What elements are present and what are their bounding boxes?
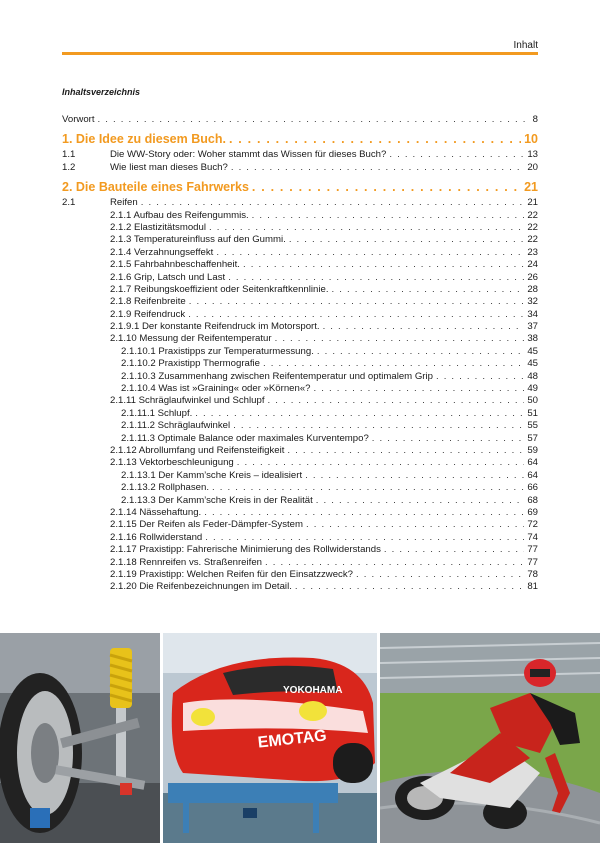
toc-leader-dots <box>372 433 525 445</box>
toc-title: 2.1.2 Elastizitätsmodul <box>110 221 206 233</box>
toc-page-number: 81 <box>527 581 538 593</box>
toc-leader-dots <box>229 130 521 149</box>
toc-row <box>62 519 538 531</box>
toc-page-number: 77 <box>527 544 538 556</box>
toc-page-number: 64 <box>527 457 538 469</box>
toc-title: 2.1.16 Rollwiderstand <box>110 531 203 543</box>
toc-title: 2.1.5 Fahrbahnbeschaffenheit. <box>110 259 240 271</box>
toc-page-number: 23 <box>527 246 538 258</box>
toc-row <box>62 445 538 457</box>
toc-title: 2.1.13.1 Der Kamm’sche Kreis – idealisiert <box>121 469 303 481</box>
toc-leader-dots <box>216 247 524 259</box>
toc-row <box>62 395 538 407</box>
toc-leader-dots <box>228 272 524 284</box>
toc-title: 2.1.9.1 Der konstante Reifendruck im Motorsport. <box>110 321 320 333</box>
toc-leader-dots <box>389 149 524 161</box>
race-car-photo <box>163 633 377 843</box>
toc-row <box>62 272 538 284</box>
toc-title: 2.1.11.1 Schlupf. <box>121 407 193 419</box>
toc-title: 2.1.10 Messung der Reifentemperatur <box>110 333 272 345</box>
toc-row <box>62 544 538 556</box>
toc-title: Die WW-Story oder: Woher stammt das Wissen für dieses Buch? <box>110 149 387 161</box>
toc-page-number: 45 <box>527 358 538 370</box>
toc-page-number: 59 <box>527 444 538 456</box>
toc-row <box>62 222 538 234</box>
toc-row <box>62 296 538 308</box>
toc-title: 1. Die Idee zu diesem Buch. <box>62 132 226 147</box>
toc-page-number: 77 <box>527 556 538 568</box>
toc-leader-dots <box>332 284 525 296</box>
toc-row <box>62 420 538 432</box>
toc-page-number: 50 <box>527 395 538 407</box>
toc-title: 2.1.10.1 Praxistipps zur Temperaturmessung. <box>121 345 314 357</box>
toc-page-number: 66 <box>527 482 538 494</box>
toc-page-number: 57 <box>527 432 538 444</box>
toc-row <box>62 495 538 507</box>
toc-page-number: 37 <box>527 321 538 333</box>
toc-page-number: 22 <box>527 209 538 221</box>
toc-title: 2.1.20 Die Reifenbezeichnungen im Detail. <box>110 581 292 593</box>
toc-leader-dots <box>287 445 524 457</box>
toc-leader-dots <box>141 197 525 209</box>
toc-row <box>62 507 538 519</box>
toc-title: 2.1.1 Aufbau des Reifengummis. <box>110 209 249 221</box>
toc-title: 2.1.13.2 Rollphasen. <box>121 482 210 494</box>
emotag-logo: EMOTAG <box>256 727 328 752</box>
toc-leader-dots <box>265 557 524 569</box>
toc-heading: Inhaltsverzeichnis <box>62 87 141 97</box>
toc-page-number: 10 <box>524 132 538 147</box>
toc-page-number: 34 <box>527 308 538 320</box>
toc-row <box>62 309 538 321</box>
toc-page-number: 8 <box>532 114 538 125</box>
toc-leader-dots <box>231 162 524 174</box>
toc-page-number: 48 <box>527 370 538 382</box>
toc-leader-dots <box>188 309 524 321</box>
toc-page-number: 49 <box>527 383 538 395</box>
toc-number: 1.1 <box>62 149 76 161</box>
toc-row <box>62 383 538 395</box>
toc-leader-dots <box>275 333 525 345</box>
header-rule <box>62 52 538 55</box>
toc-leader-dots <box>323 321 525 333</box>
toc-leader-dots <box>252 178 521 197</box>
toc-leader-dots <box>317 346 524 358</box>
toc-row <box>62 114 538 126</box>
toc-row <box>62 149 538 161</box>
toc-page-number: 20 <box>527 161 538 173</box>
toc-number: 2.1 <box>62 197 76 209</box>
photo-strip <box>0 633 600 843</box>
toc-title: Vorwort <box>62 114 95 125</box>
toc-title: 2.1.12 Abrollumfang und Reifensteifigkeit <box>110 444 285 456</box>
toc-row <box>62 532 538 544</box>
toc-title: 2.1.4 Verzahnungseffekt <box>110 246 214 258</box>
toc-title: 2.1.18 Rennreifen vs. Straßenreifen <box>110 556 262 568</box>
toc-leader-dots <box>209 222 524 234</box>
toc-title: Reifen <box>110 197 138 209</box>
toc-row <box>62 457 538 469</box>
toc-row <box>62 333 538 345</box>
toc-leader-dots <box>237 457 525 469</box>
toc-leader-dots <box>195 408 524 420</box>
toc-title: 2.1.10.3 Zusammenhang zwischen Reifentemperatur und optimalem Grip <box>121 370 433 382</box>
toc-row <box>62 197 538 209</box>
toc-leader-dots <box>384 544 524 556</box>
toc-row <box>62 284 538 296</box>
toc-leader-dots <box>212 482 524 494</box>
motorcycle-photo <box>380 633 600 843</box>
toc-title: 2.1.8 Reifenbreite <box>110 296 186 308</box>
toc-page-number: 28 <box>527 283 538 295</box>
toc-row <box>62 433 538 445</box>
toc-page-number: 22 <box>527 234 538 246</box>
toc-page-number: 32 <box>527 296 538 308</box>
toc-title: 2.1.7 Reibungskoeffizient oder Seitenkraftkennlinie. <box>110 283 329 295</box>
toc-leader-dots <box>314 383 525 395</box>
toc-page-number: 24 <box>527 259 538 271</box>
toc-page-number: 51 <box>527 407 538 419</box>
running-header: Inhalt <box>513 40 538 51</box>
toc-leader-dots <box>205 532 524 544</box>
toc-leader-dots <box>189 296 525 308</box>
toc-page-number: 38 <box>527 333 538 345</box>
toc-row <box>62 470 538 482</box>
toc-row <box>62 482 538 494</box>
toc-row <box>62 358 538 370</box>
toc-page-number: 26 <box>527 271 538 283</box>
toc-title: 2.1.11.3 Optimale Balance oder maximales Kurventempo? <box>121 432 369 444</box>
toc-leader-dots <box>243 259 524 271</box>
toc-page-number: 64 <box>527 469 538 481</box>
toc-title: 2.1.11.2 Schräglaufwinkel <box>121 420 231 432</box>
yokohama-logo: YOKOHAMA <box>283 685 343 696</box>
toc-leader-dots <box>356 569 524 581</box>
toc-page-number: 55 <box>527 420 538 432</box>
toc-page-number: 69 <box>527 506 538 518</box>
toc-title: 2.1.6 Grip, Latsch und Last <box>110 271 226 283</box>
toc-title: 2.1.13.3 Der Kamm’sche Kreis in der Realität <box>121 494 313 506</box>
toc-number: 1.2 <box>62 161 76 173</box>
toc-page-number: 74 <box>527 531 538 543</box>
toc-row <box>62 247 538 259</box>
toc-title: 2.1.17 Praxistipp: Fahrerische Minimierung des Rollwiderstands <box>110 544 381 556</box>
toc-leader-dots <box>98 114 530 126</box>
toc-leader-dots <box>233 420 524 432</box>
toc-chapter-row <box>62 130 538 149</box>
toc-title: 2. Die Bauteile eines Fahrwerks <box>62 180 249 195</box>
suspension-photo <box>0 633 160 843</box>
toc-row <box>62 234 538 246</box>
toc-page-number: 21 <box>524 180 538 195</box>
toc-leader-dots <box>306 519 524 531</box>
toc-row <box>62 569 538 581</box>
toc-leader-dots <box>289 234 525 246</box>
toc-page-number: 21 <box>527 197 538 209</box>
toc-title: 2.1.13 Vektorbeschleunigung <box>110 457 234 469</box>
toc-title: 2.1.10.4 Was ist »Graining« oder »Körnen«? <box>121 383 311 395</box>
toc-title: 2.1.15 Der Reifen als Feder-Dämpfer-System <box>110 519 304 531</box>
toc-leader-dots <box>316 495 525 507</box>
toc-page-number: 72 <box>527 519 538 531</box>
toc-row <box>62 346 538 358</box>
toc-row <box>62 557 538 569</box>
toc-row <box>62 162 538 174</box>
toc-title: 2.1.3 Temperatureinfluss auf den Gummi. <box>110 234 286 246</box>
toc-page-number: 13 <box>527 149 538 161</box>
toc-title: Wie liest man dieses Buch? <box>110 161 228 173</box>
toc-leader-dots <box>204 507 524 519</box>
toc-leader-dots <box>252 210 525 222</box>
toc-leader-dots <box>436 371 524 383</box>
toc-row <box>62 371 538 383</box>
toc-chapter-row <box>62 178 538 197</box>
toc-leader-dots <box>295 581 524 593</box>
toc-row <box>62 321 538 333</box>
toc-row <box>62 408 538 420</box>
toc-page-number: 68 <box>527 494 538 506</box>
toc-title: 2.1.10.2 Praxistipp Thermografie <box>121 358 261 370</box>
table-of-contents <box>62 114 538 594</box>
toc-row <box>62 581 538 593</box>
toc-page-number: 22 <box>527 221 538 233</box>
toc-title: 2.1.9 Reifendruck <box>110 308 186 320</box>
toc-title: 2.1.14 Nässehaftung. <box>110 506 202 518</box>
toc-title: 2.1.11 Schräglaufwinkel und Schlupf <box>110 395 265 407</box>
toc-row <box>62 210 538 222</box>
toc-page-number: 78 <box>527 568 538 580</box>
toc-title: 2.1.19 Praxistipp: Welchen Reifen für den Einsatzzweck? <box>110 568 353 580</box>
toc-leader-dots <box>268 395 525 407</box>
toc-leader-dots <box>305 470 524 482</box>
toc-page-number: 45 <box>527 345 538 357</box>
toc-leader-dots <box>263 358 524 370</box>
toc-row <box>62 259 538 271</box>
